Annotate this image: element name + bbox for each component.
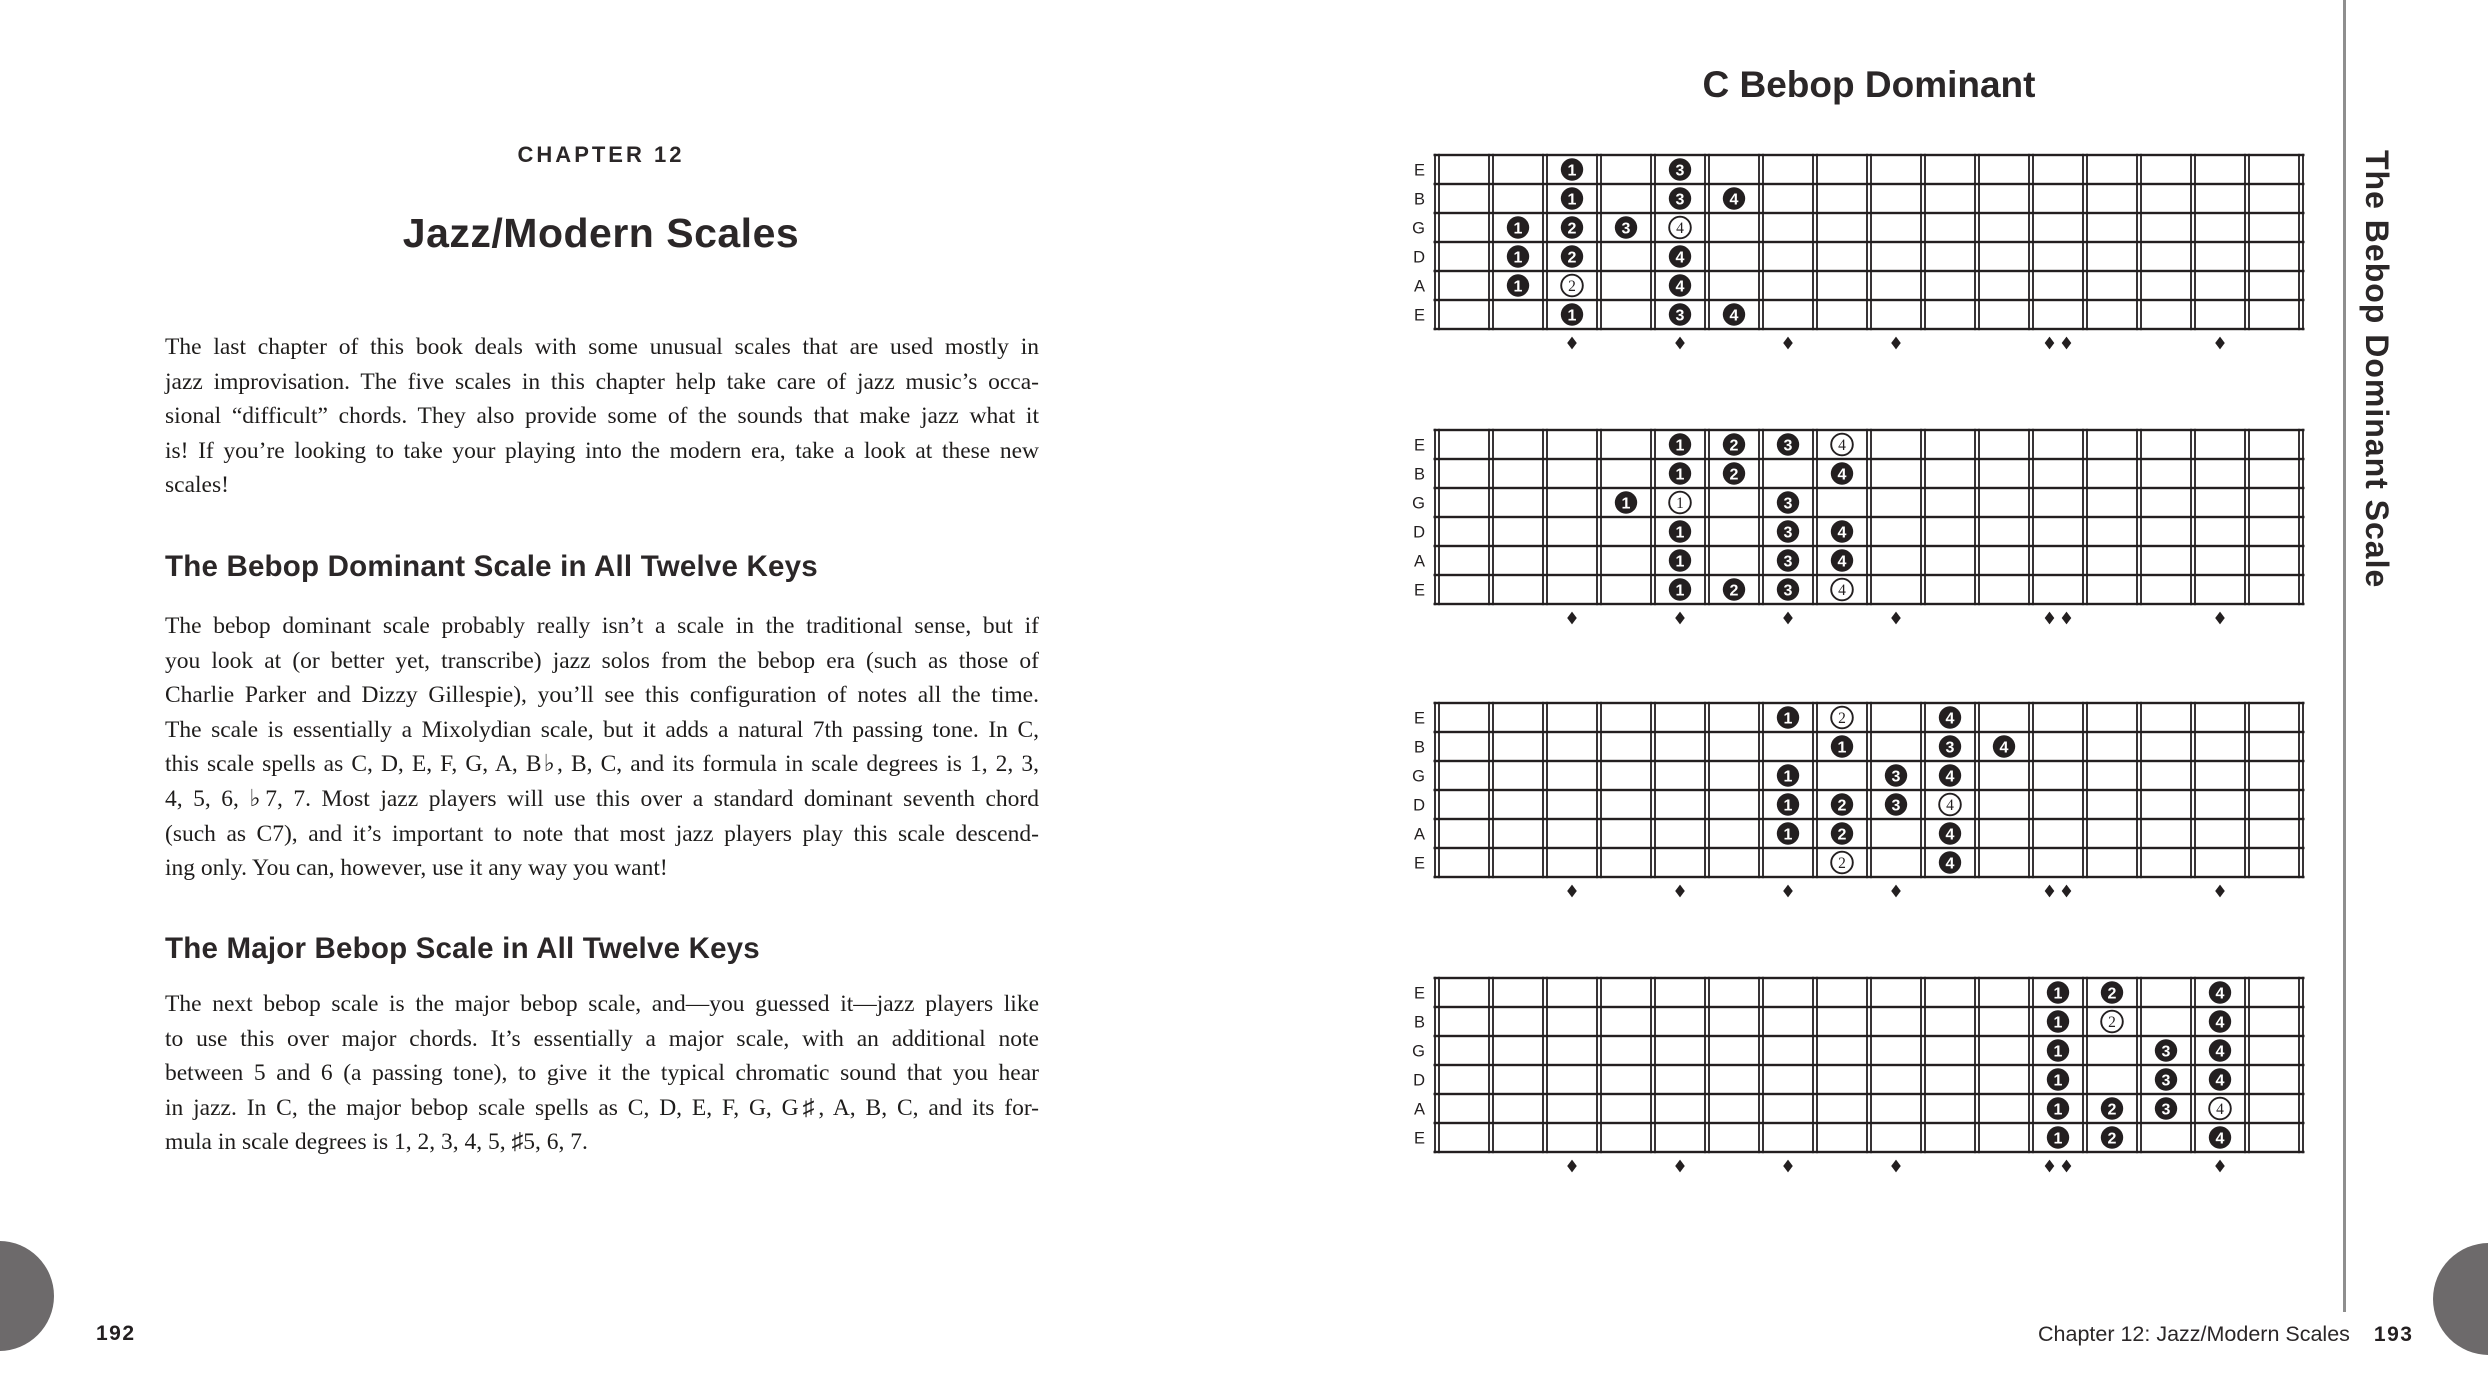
string-label: E <box>1413 306 1425 325</box>
svg-text:1: 1 <box>1675 466 1685 484</box>
chapter-label: CHAPTER 12 <box>517 142 685 167</box>
svg-text:1: 1 <box>2053 1014 2063 1032</box>
fret-marker-diamond <box>1567 612 1577 625</box>
text-line: (such as C7), and it’s important to note that most jazz players play this scale descend- <box>165 820 1039 847</box>
fret-marker-diamond <box>1783 612 1793 625</box>
string-label: B <box>1413 1013 1425 1032</box>
fret-marker-diamond <box>1567 1160 1577 1173</box>
page-number-right: 193 <box>2373 1323 2414 1346</box>
svg-text:3: 3 <box>1891 768 1901 786</box>
corner-tab-circle-right <box>2433 1243 2488 1355</box>
fret-marker-diamond <box>2045 885 2055 898</box>
svg-text:3: 3 <box>1675 162 1685 180</box>
svg-text:3: 3 <box>1621 220 1631 238</box>
fret-marker-diamond <box>2215 612 2225 625</box>
svg-text:4: 4 <box>1946 797 1954 815</box>
svg-text:4: 4 <box>1675 249 1685 267</box>
svg-text:1: 1 <box>1621 495 1631 513</box>
svg-text:3: 3 <box>1783 495 1793 513</box>
svg-text:3: 3 <box>2161 1043 2171 1061</box>
fret-marker-diamond <box>2045 612 2055 625</box>
svg-text:4: 4 <box>2216 1101 2224 1119</box>
svg-text:1: 1 <box>1783 710 1793 728</box>
fret-marker-diamond <box>2215 885 2225 898</box>
svg-text:4: 4 <box>1838 582 1846 600</box>
text-line: The last chapter of this book deals with some unusual scales that are used mostly in <box>165 334 1039 360</box>
text-line: between 5 and 6 (a passing tone), to give it the typical chromatic sound that you hear <box>165 1060 1039 1087</box>
svg-text:2: 2 <box>1838 710 1846 728</box>
svg-text:1: 1 <box>1567 162 1577 180</box>
string-label: A <box>1413 825 1425 844</box>
string-label: B <box>1413 190 1425 209</box>
svg-text:4: 4 <box>1837 466 1847 484</box>
string-label: D <box>1413 1071 1425 1090</box>
text-line: The next bebop scale is the major bebop scale, and—you guessed it—jazz players like <box>165 991 1039 1017</box>
string-label: B <box>1413 738 1425 757</box>
fret-marker-diamond <box>1783 337 1793 350</box>
svg-text:4: 4 <box>1729 307 1739 325</box>
intro-paragraph <box>165 330 1039 503</box>
svg-text:4: 4 <box>2215 1072 2225 1090</box>
text-line: The scale is essentially a Mixolydian scale, but it adds a natural 7th passing tone. In C, <box>165 716 1039 743</box>
string-label: G <box>1412 219 1425 238</box>
svg-text:3: 3 <box>1783 582 1793 600</box>
svg-text:4: 4 <box>2215 985 2225 1003</box>
scale-diagram-title: C Bebop Dominant <box>1702 64 2036 105</box>
text-line: Charlie Parker and Dizzy Gillespie), you’ll see this configuration of notes all the time. <box>165 682 1039 709</box>
fret-marker-diamond <box>1891 612 1901 625</box>
svg-text:4: 4 <box>1675 278 1685 296</box>
svg-text:1: 1 <box>2053 1043 2063 1061</box>
text-line: is! If you’re looking to take your playing into the modern era, take a look at these new <box>165 437 1039 464</box>
text-line: jazz improvisation. The five scales in this chapter help take care of jazz music’s occa- <box>165 368 1039 395</box>
fretboard-diagram-3 <box>1395 701 2307 907</box>
corner-tab-circle-left <box>0 1241 54 1351</box>
string-label: E <box>1413 709 1425 728</box>
svg-text:1: 1 <box>1567 191 1577 209</box>
fret-marker-diamond <box>1783 885 1793 898</box>
fret-marker-diamond <box>2045 337 2055 350</box>
section-heading-bebop-dominant: The Bebop Dominant Scale in All Twelve Keys <box>165 550 818 583</box>
svg-text:1: 1 <box>2053 1101 2063 1119</box>
svg-text:3: 3 <box>1945 739 1955 757</box>
svg-text:1: 1 <box>1675 553 1685 571</box>
side-tab-label: The Bebop Dominant Scale <box>2359 150 2395 589</box>
svg-text:2: 2 <box>1838 855 1846 873</box>
svg-text:4: 4 <box>2215 1130 2225 1148</box>
svg-text:1: 1 <box>2053 1130 2063 1148</box>
fret-marker-diamond <box>2062 1160 2072 1173</box>
svg-text:2: 2 <box>1729 466 1739 484</box>
svg-text:2: 2 <box>1567 220 1577 238</box>
text-line: ing only. You can, however, use it any way you want! <box>165 855 668 882</box>
svg-text:1: 1 <box>1837 739 1847 757</box>
svg-text:4: 4 <box>1837 553 1847 571</box>
major-bebop-paragraph <box>165 987 1039 1160</box>
svg-text:1: 1 <box>1783 826 1793 844</box>
svg-text:3: 3 <box>2161 1101 2171 1119</box>
svg-text:3: 3 <box>1783 437 1793 455</box>
text-line: sional “difficult” chords. They also provide some of the sounds that make jazz what it <box>165 403 1039 430</box>
string-label: E <box>1413 161 1425 180</box>
svg-text:4: 4 <box>1729 191 1739 209</box>
fretboard-diagram-1 <box>1395 153 2307 359</box>
fret-marker-diamond <box>2062 612 2072 625</box>
svg-text:4: 4 <box>2215 1043 2225 1061</box>
fret-marker-diamond <box>1675 612 1685 625</box>
svg-text:1: 1 <box>1567 307 1577 325</box>
svg-text:2: 2 <box>2107 1101 2117 1119</box>
svg-text:1: 1 <box>1513 249 1523 267</box>
svg-text:3: 3 <box>1675 191 1685 209</box>
svg-text:1: 1 <box>1513 278 1523 296</box>
svg-text:4: 4 <box>1838 437 1846 455</box>
svg-text:4: 4 <box>1837 524 1847 542</box>
svg-text:4: 4 <box>1676 220 1684 238</box>
text-line: this scale spells as C, D, E, F, G, A, B♭, B, C, and its formula in scale degrees is 1, 2, 3, <box>165 751 1039 778</box>
fret-marker-diamond <box>1675 885 1685 898</box>
string-label: D <box>1413 523 1425 542</box>
bebop-dominant-paragraph <box>165 609 1039 886</box>
footer-right <box>2038 1322 2413 1347</box>
string-label: D <box>1413 248 1425 267</box>
string-label: D <box>1413 796 1425 815</box>
fret-marker-diamond <box>1891 337 1901 350</box>
svg-text:1: 1 <box>1675 524 1685 542</box>
text-line: The bebop dominant scale probably really isn’t a scale in the traditional sense, but if <box>165 613 1039 639</box>
text-line: scales! <box>165 472 229 499</box>
svg-text:4: 4 <box>1945 826 1955 844</box>
text-line: in jazz. In C, the major bebop scale spells as C, D, E, F, G, G♯, A, B, C, and its for- <box>165 1094 1039 1121</box>
string-label: E <box>1413 436 1425 455</box>
svg-text:3: 3 <box>1783 524 1793 542</box>
page-number-left: 192 <box>96 1322 136 1345</box>
svg-text:1: 1 <box>1675 437 1685 455</box>
sidebar-divider-rule <box>2343 0 2346 1312</box>
text-line: to use this over major chords. It’s essentially a major scale, with an additional note <box>165 1025 1039 1052</box>
svg-text:4: 4 <box>1945 855 1955 873</box>
fret-marker-diamond <box>2215 1160 2225 1173</box>
text-line: 4, 5, 6, ♭7, 7. Most jazz players will use this over a standard dominant seventh chord <box>165 785 1039 812</box>
svg-text:1: 1 <box>1675 582 1685 600</box>
svg-text:2: 2 <box>2107 985 2117 1003</box>
string-label: A <box>1413 552 1425 571</box>
svg-text:1: 1 <box>1676 495 1684 513</box>
string-label: E <box>1413 854 1425 873</box>
fretboard-diagram-4 <box>1395 976 2307 1182</box>
svg-text:4: 4 <box>2215 1014 2225 1032</box>
text-line: you look at (or better yet, transcribe) jazz solos from the bebop era (such as those of <box>165 647 1039 674</box>
svg-text:4: 4 <box>1945 768 1955 786</box>
svg-text:4: 4 <box>1999 739 2009 757</box>
chapter-title: Jazz/Modern Scales <box>402 210 800 256</box>
svg-text:2: 2 <box>1837 797 1847 815</box>
svg-text:2: 2 <box>1567 249 1577 267</box>
svg-text:3: 3 <box>1675 307 1685 325</box>
svg-text:3: 3 <box>2161 1072 2171 1090</box>
string-label: G <box>1412 1042 1425 1061</box>
fret-marker-diamond <box>1675 1160 1685 1173</box>
fret-marker-diamond <box>2215 337 2225 350</box>
section-heading-major-bebop: The Major Bebop Scale in All Twelve Keys <box>165 932 760 965</box>
svg-text:4: 4 <box>1945 710 1955 728</box>
svg-text:1: 1 <box>1513 220 1523 238</box>
svg-text:1: 1 <box>1783 797 1793 815</box>
fret-marker-diamond <box>2062 885 2072 898</box>
fret-marker-diamond <box>1891 885 1901 898</box>
svg-text:1: 1 <box>2053 1072 2063 1090</box>
fret-marker-diamond <box>2062 337 2072 350</box>
fret-marker-diamond <box>1675 337 1685 350</box>
fret-marker-diamond <box>1567 337 1577 350</box>
fret-marker-diamond <box>2045 1160 2055 1173</box>
svg-text:3: 3 <box>1891 797 1901 815</box>
string-label: A <box>1413 1100 1425 1119</box>
svg-text:2: 2 <box>2107 1130 2117 1148</box>
svg-text:2: 2 <box>1729 582 1739 600</box>
string-label: A <box>1413 277 1425 296</box>
svg-text:2: 2 <box>1837 826 1847 844</box>
string-label: B <box>1413 465 1425 484</box>
text-line: mula in scale degrees is 1, 2, 3, 4, 5, ♯5, 6, 7. <box>165 1129 588 1156</box>
string-label: G <box>1412 767 1425 786</box>
string-label: E <box>1413 581 1425 600</box>
string-label: G <box>1412 494 1425 513</box>
svg-text:1: 1 <box>2053 985 2063 1003</box>
svg-text:2: 2 <box>1568 278 1576 296</box>
svg-text:1: 1 <box>1783 768 1793 786</box>
fret-marker-diamond <box>1783 1160 1793 1173</box>
svg-text:2: 2 <box>1729 437 1739 455</box>
fret-marker-diamond <box>1891 1160 1901 1173</box>
fret-marker-diamond <box>1567 885 1577 898</box>
string-label: E <box>1413 1129 1425 1148</box>
fretboard-diagram-2 <box>1395 428 2307 634</box>
string-label: E <box>1413 984 1425 1003</box>
svg-text:3: 3 <box>1783 553 1793 571</box>
svg-text:2: 2 <box>2108 1014 2116 1032</box>
footer-chapter-label: Chapter 12: Jazz/Modern Scales <box>2038 1322 2350 1346</box>
